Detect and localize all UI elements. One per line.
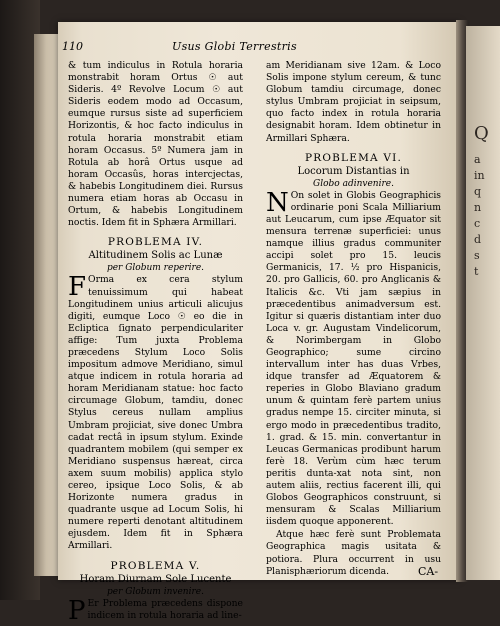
facing-page-fragment: a <box>474 153 481 166</box>
facing-page-fragment: d <box>474 233 482 246</box>
right-text-column <box>266 60 441 579</box>
page-number: 110 <box>62 40 83 53</box>
paragraph <box>266 187 441 529</box>
paragraph: Atque hæc ferè sunt Problemata Geographica magis usitata & potiora. Plura occurrent in usu Planisphæriorum dicenda. <box>266 529 441 577</box>
paragraph-text: Orma ex cera stylum tenuissimum qui habeat Longitudinem unius articuli alicujus digiti, eumque Loco ☉ eo die in Ecliptica ſignato perpendiculariter affige: Tum juxta Problema præcedens Stylum Loco Solis impositum admove Meridiano, simul atque indicem in rotula horaria ad horam Meridianam statue: hoc facto circumage Globum, tamdiu, donec Stylus cereus nullam amplius Umbram projiciat, sive donec Umbra cadat rectâ in ipsum stylum. Exinde quadrantem mobilem (qui semper ex Meridiano suspensus hæreat, circa axem suum mobilis) applica stylo cereo, ipsique Loco Solis, & ab Horizonte numera gradus in quadrante usque ad Locum Solis, hi numere reperti denotant altitudinem ejusdem. Idem fit in Sphæra Armillari. <box>68 274 243 552</box>
page-header <box>62 40 452 56</box>
left-text-column <box>68 60 243 626</box>
facing-page-fragment: in <box>474 169 485 182</box>
problem-heading: PROBLEMA V. <box>110 559 201 572</box>
running-title: Usus Globi Terrestris <box>172 40 297 53</box>
facing-page-fragment: t <box>474 265 479 278</box>
facing-page-fragment: Q <box>474 123 489 144</box>
facing-page-fragment: q <box>474 185 482 198</box>
drop-cap: P <box>68 595 86 626</box>
facing-page-fragment: s <box>474 249 480 262</box>
problem-title-main: Horam Diurnam Sole Lucente <box>79 573 232 585</box>
problem-title-sub: per Globum reperire. <box>106 263 205 274</box>
facing-page-fragment: n <box>474 201 482 214</box>
paragraph: & tum indiculus in Rotula horaria monstrabit horam Ortus ☉ aut Sideris. 4º Revolve Locum ☉ aut Sideris eodem modo ad Occasum, eumque rursus siste ad superficiem Horizontis, & hoc facto indiculus in rotula horaria monstrabit etiam horam Occasus. 5º Numera jam in Rotula ab horâ Ortus usque ad horam Occasûs, horas intercjectas, & habebis Longitudinem diei. Rursus numera etiam horas ab Occasu in Ortum, & habebis Longitudinem noctis. Idem fit in Sphæra Armillari. <box>68 60 243 229</box>
problem-title-main: Locorum Distantias in <box>297 165 410 177</box>
paragraph-text: Er Problema præcedens dispone indicem in rotula horaria ad line- <box>87 597 243 621</box>
drop-cap: N <box>266 187 289 218</box>
problem-title <box>68 574 243 598</box>
problem-title-main: Altitudinem Solis ac Lunæ <box>88 250 223 262</box>
drop-cap: F <box>68 272 87 303</box>
paragraph <box>68 595 243 626</box>
problem-heading: PROBLEMA IV. <box>107 236 204 249</box>
paragraph <box>68 274 243 552</box>
facing-page-fragment: c <box>474 217 481 230</box>
problem-title <box>68 250 243 274</box>
facing-page-edge <box>466 26 500 580</box>
paragraph: am Meridianam sive 12am. & Loco Solis impone stylum cereum, & tunc Globum tamdiu circumage, donec stylus Umbram projiciat in seipsum, quo facto index in rotula horaria designabit horam. Idem obtinetur in Armillari Sphæra. <box>266 60 441 144</box>
problem-title <box>266 166 441 190</box>
problem-title-sub: per Globum invenire. <box>107 586 204 597</box>
paragraph-text: On solet in Globis Geographicis ordinarie poni Scala Milliarium aut Leucarum, cum ipse Æquator sit mensura terrenæ superficiei: unus namque illius gradus communiter accipi solet pro 15. leucis Germanicis, 17. ½ pro Hispanicis, 20. pro Gallicis, 60. pro Anglicanis & Italicis &c. Vti jam sæpius in præcedentibus animadversum est. Igitur si quæris distantiam inter duo Loca v. gr. Augustam Vindelicorum, & Norimbergam in Globo Geographico; sume circino intervallum inter has duas Vrbes, idque transfer ad Æquatorem & reperies in Globo Blaviano gradum unum & quintam ferè partem unius gradus nempe 15. circiter minuta, si ergo modo in præcedentibus tradito, 1. grad. & 15. min. convertantur in Leucas Germanicas prodibunt harum ferè 18. Verùm cùm hæc terum peritis dunta-xat nota sint, non autem aliis, rectius facerent illi, qui Globos Geographicos construunt, si mensuram & Scalas Milliarium iisdem quoque apponerent. <box>266 189 441 528</box>
problem-title-sub: Globo adinvenire. <box>313 178 394 189</box>
catchword: CA- <box>418 565 439 578</box>
problem-heading: PROBLEMA VI. <box>304 151 403 164</box>
